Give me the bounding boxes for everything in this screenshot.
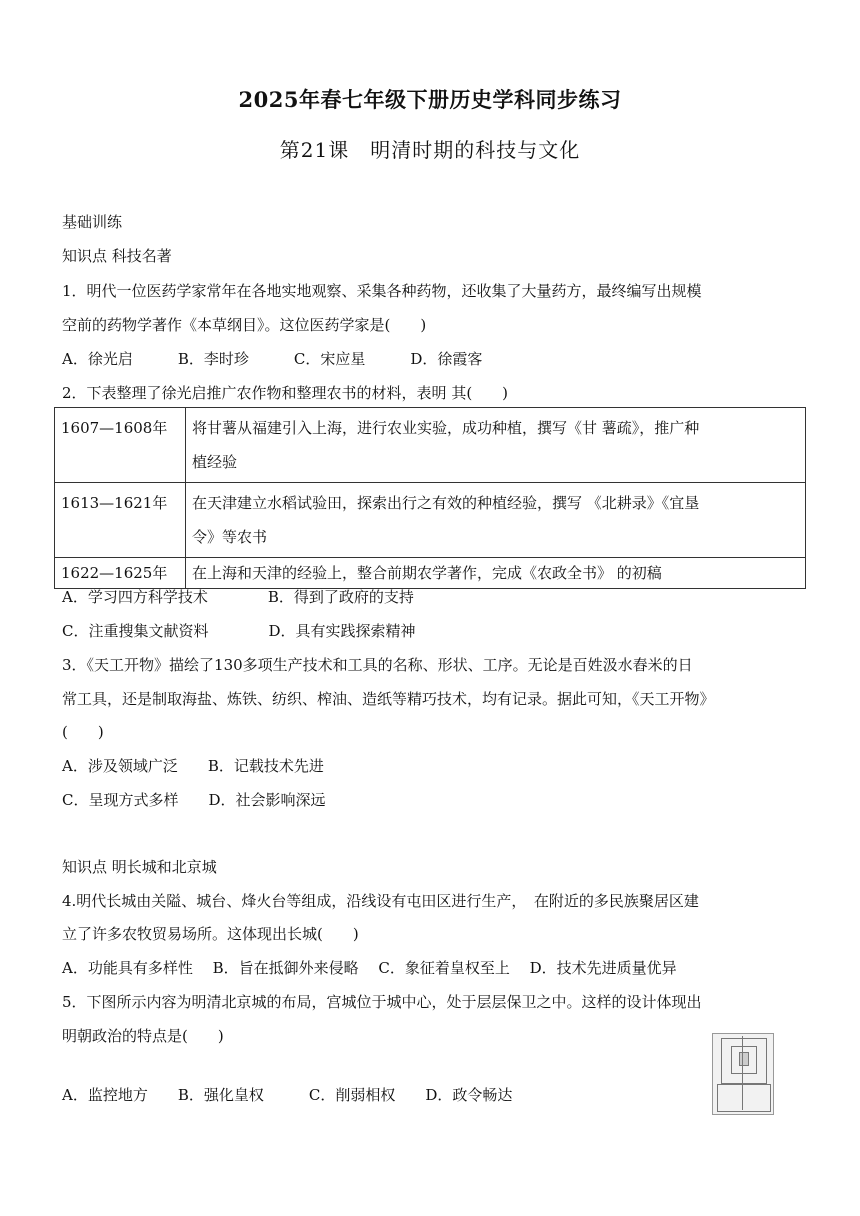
table-content: 将甘薯从福建引入上海，进行农业实验，成功种植，撰写《甘 薯疏》，推广种 植经验 [186, 408, 806, 483]
knowledge-point-2: 知识点 明长城和北京城 [62, 858, 217, 876]
section-basic: 基础训练 [62, 213, 123, 231]
beijing-layout-map [712, 1033, 774, 1115]
q3-options-line2: C．呈现方式多样 D．社会影响深远 [62, 791, 326, 809]
q2-stem: 2．下表整理了徐光启推广农作物和整理农书的材料，表明 其( ) [62, 384, 509, 402]
q1-options: A．徐光启 B．李时珍 C．宋应星 D．徐霞客 [62, 350, 483, 368]
lesson-title: 第21课 明清时期的科技与文化 [279, 138, 581, 162]
q1-stem-line2: 空前的药物学著作《本草纲目》。这位医药学家是( ) [62, 316, 427, 334]
table-content: 在上海和天津的经验上，整合前期农学著作，完成《农政全书》 的初稿 [186, 558, 806, 589]
q5-options: A．监控地方 B．强化皇权 C．削弱相权 D．政令畅达 [62, 1086, 513, 1104]
q5-stem-line2: 明朝政治的特点是( ) [62, 1027, 224, 1045]
table-year: 1607—1608年 [55, 408, 186, 483]
table-year: 1622—1625年 [55, 558, 186, 589]
q3-stem-line2: 常工具，还是制取海盐、炼铁、纺织、榨油、造纸等精巧技术，均有记录。据此可知，《天工开物》 [62, 690, 715, 708]
table-content: 在天津建立水稻试验田，探索出行之有效的种植经验，撰写 《北耕录》《宜垦 令》等农书 [186, 483, 806, 558]
q3-stem-line3: ( ) [62, 723, 104, 741]
q4-stem-line1: 4.明代长城由关隘、城台、烽火台等组成，沿线设有屯田区进行生产， 在附近的多民族聚居区建 [62, 892, 699, 910]
table-row [55, 408, 806, 483]
q3-options-line1: A．涉及领域广泛 B．记载技术先进 [62, 757, 324, 775]
q5-stem-line1: 5．下图所示内容为明清北京城的布局，宫城位于城中心，处于层层保卫之中。这样的设计体现出 [62, 993, 702, 1011]
q4-stem-line2: 立了许多农牧贸易场所。这体现出长城( ) [62, 925, 359, 943]
knowledge-point-1: 知识点 科技名著 [62, 247, 172, 265]
table-row [55, 483, 806, 558]
q2-options-line1: A．学习四方科学技术 B．得到了政府的支持 [62, 588, 414, 606]
table-year: 1613—1621年 [55, 483, 186, 558]
page-title: 2025年春七年级下册历史学科同步练习 [238, 87, 622, 112]
q1-stem-line1: 1．明代一位医药学家常年在各地实地观察、采集各种药物，还收集了大量药方，最终编写出规模 [62, 282, 702, 300]
q2-options-line2: C．注重搜集文献资料 D．具有实践探索精神 [62, 622, 416, 640]
table-row [55, 558, 806, 589]
q4-options: A．功能具有多样性 B．旨在抵御外来侵略 C．象征着皇权至上 D．技术先进质量优异 [62, 959, 677, 977]
q2-material-table [54, 407, 806, 589]
q3-stem-line1: 3．《天工开物》描绘了130多项生产技术和工具的名称、形状、工序。无论是百姓汲水舂米的日 [62, 656, 693, 674]
